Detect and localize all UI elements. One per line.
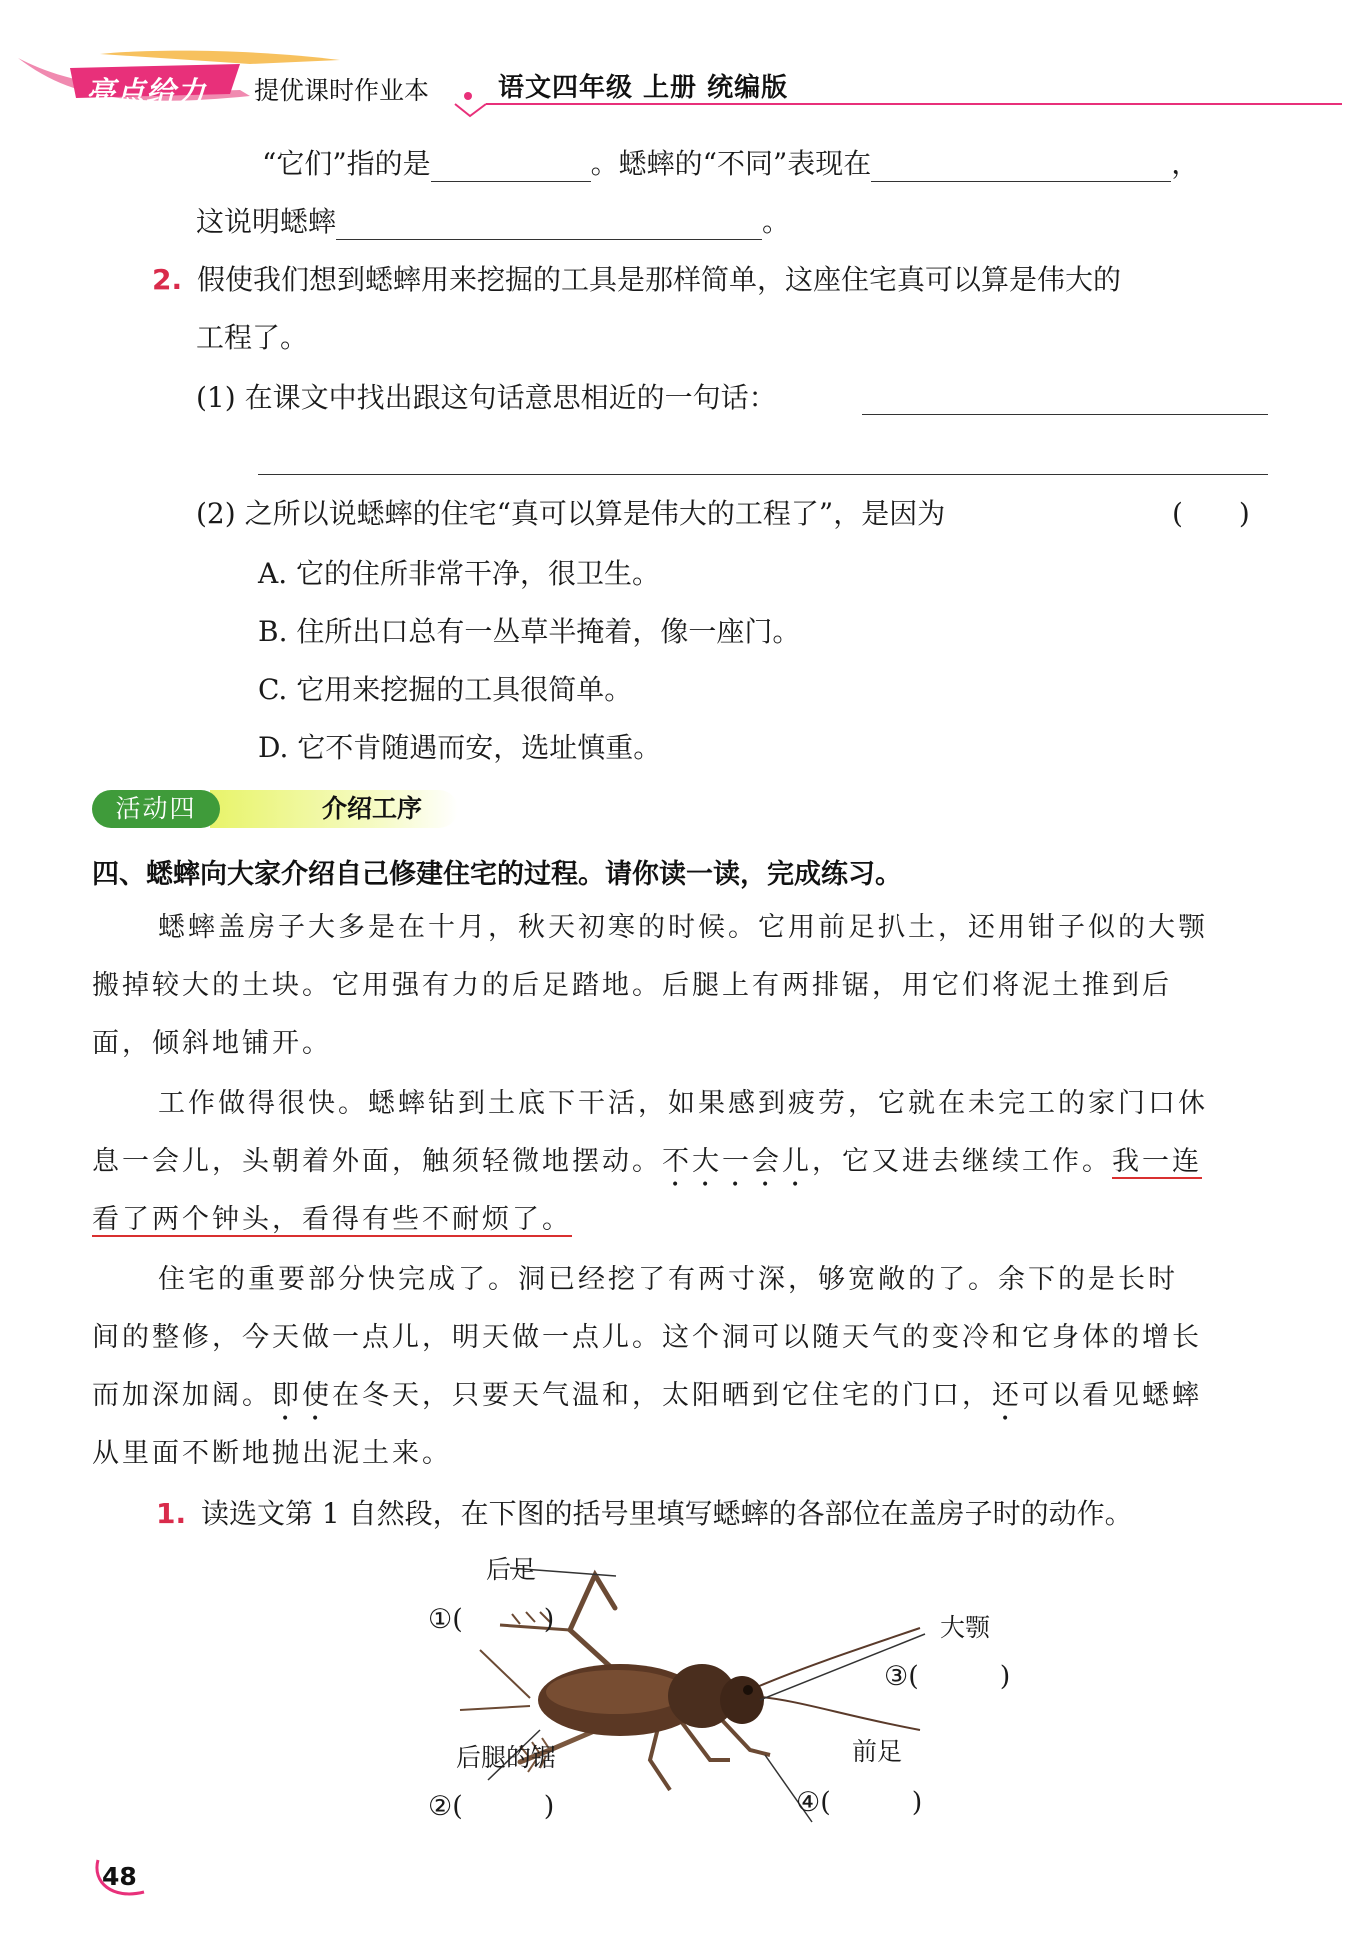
- fill-text: 这说明蟋蟀: [196, 205, 337, 238]
- question-number: 1.: [156, 1497, 187, 1530]
- question-1: [156, 1496, 1133, 1532]
- question-2-line2: [196, 320, 308, 356]
- answer-paren-1[interactable]: ①( ): [428, 1604, 555, 1635]
- answer-blank[interactable]: [336, 209, 762, 240]
- passage-line: 蟋蟀盖房子大多是在十月，秋天初寒的时候。它用前足扒土，还用钳子似的大颚: [158, 912, 1208, 943]
- question-text: 工程了。: [196, 321, 309, 354]
- passage-line: 息一会儿，头朝着外面，触须轻微地摆动。不大一会儿，它又进去继续工作。我一连: [92, 1146, 1202, 1177]
- sub-question-2: [196, 496, 945, 532]
- activity-number: 活动四: [92, 790, 220, 828]
- passage-line: 而加深加阔。即使在冬天，只要天气温和，太阳晒到它住宅的门口，还可以看见蟋蟀: [92, 1380, 1202, 1411]
- answer-paren-3[interactable]: ③( ): [884, 1661, 1011, 1692]
- passage-line: [92, 1202, 572, 1238]
- label-hind-foot: 后足: [486, 1555, 537, 1584]
- option-d[interactable]: D. 它不肯随遇而安，选址慎重。: [258, 731, 662, 764]
- emphasis-dots: 不大一会儿: [662, 1146, 812, 1177]
- answer-paren-2[interactable]: ②( ): [428, 1791, 555, 1822]
- answer-paren-4[interactable]: ④( ): [796, 1787, 923, 1818]
- sub-question-text: (1) 在课文中找出跟这句话意思相近的一句话：: [196, 381, 777, 414]
- fill-text: 。: [762, 205, 791, 238]
- passage-line: 工作做得很快。蟋蟀钻到土底下干活，如果感到疲劳，它就在未完工的家门口休: [158, 1088, 1208, 1119]
- fill-line-1: [262, 146, 1199, 182]
- passage-line: 面，倾斜地铺开。: [92, 1028, 332, 1059]
- page-header: [0, 50, 1350, 120]
- answer-blank[interactable]: [871, 151, 1171, 182]
- section-heading: 四、蟋蟀向大家介绍自己修建住宅的过程。请你读一读，完成练习。: [92, 859, 902, 890]
- brand-logo-text: 亮点给力: [86, 75, 207, 109]
- option-a[interactable]: A. 它的住所非常干净，很卫生。: [258, 557, 661, 590]
- sub-question-1: [196, 380, 777, 416]
- fill-text: “它们”指的是: [262, 147, 431, 180]
- question-text: 假使我们想到蟋蟀用来挖掘的工具是那样简单，这座住宅真可以算是伟大的: [197, 263, 1122, 296]
- answer-paren[interactable]: ( ): [1172, 497, 1250, 530]
- emphasis-dots: 还: [992, 1380, 1022, 1411]
- header-subtitle: 提优课时作业本: [254, 76, 430, 105]
- label-jaw: 大颚: [940, 1613, 991, 1642]
- label-front-foot: 前足: [852, 1737, 903, 1766]
- answer-blank[interactable]: [431, 151, 591, 182]
- answer-blank[interactable]: [862, 414, 1268, 415]
- header-grade: 语文四年级 上册 统编版: [498, 73, 789, 103]
- page-number: 48: [102, 1862, 137, 1891]
- fill-text: ，: [1171, 147, 1200, 180]
- activity-title: 介绍工序: [210, 790, 458, 828]
- fill-line-2: [196, 204, 790, 240]
- emphasis-dots: 即使: [272, 1380, 332, 1411]
- label-saw: 后腿的锯: [456, 1743, 557, 1772]
- answer-blank[interactable]: [258, 474, 1268, 475]
- passage-line: 从里面不断地抛出泥土来。: [92, 1438, 452, 1469]
- passage-line: 住宅的重要部分快完成了。洞已经挖了有两寸深，够宽敞的了。余下的是长时: [158, 1264, 1178, 1295]
- passage-line: 间的整修，今天做一点儿，明天做一点儿。这个洞可以随天气的变冷和它身体的增长: [92, 1322, 1202, 1353]
- fill-text: 。蟋蟀的“不同”表现在: [590, 147, 872, 180]
- passage-line: 搬掉较大的土块。它用强有力的后足踏地。后腿上有两排锯，用它们将泥土推到后: [92, 970, 1172, 1001]
- question-text: 读选文第 1 自然段，在下图的括号里填写蟋蟀的各部位在盖房子时的动作。: [201, 1497, 1133, 1530]
- option-b[interactable]: B. 住所出口总有一丛草半掩着，像一座门。: [258, 615, 801, 648]
- underlined-sentence: 我一连: [1112, 1146, 1202, 1177]
- underlined-sentence: 看了两个钟头，看得有些不耐烦了。: [92, 1204, 572, 1235]
- sub-question-text: (2) 之所以说蟋蟀的住宅“真可以算是伟大的工程了”，是因为: [196, 497, 946, 530]
- option-c[interactable]: C. 它用来挖掘的工具很简单。: [258, 673, 633, 706]
- question-2: [152, 262, 1121, 298]
- question-number: 2.: [152, 263, 183, 296]
